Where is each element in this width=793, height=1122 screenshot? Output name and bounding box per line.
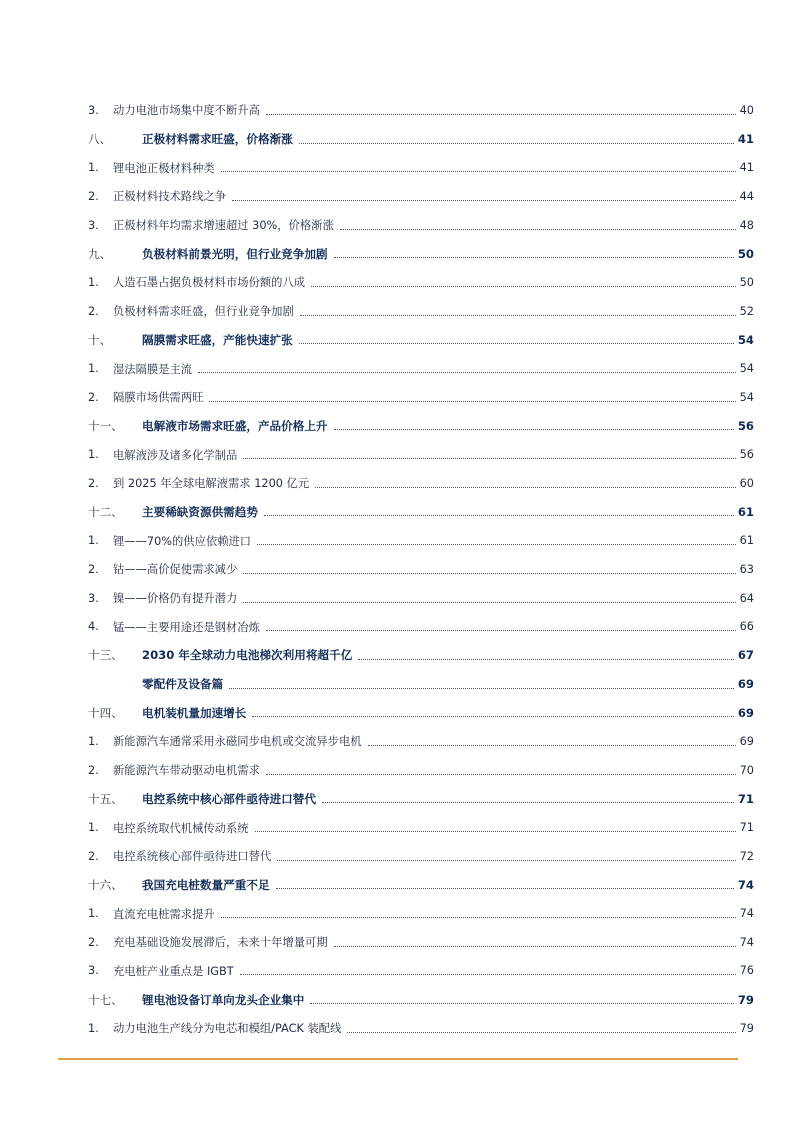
toc-subsection-entry[interactable] [88,928,754,957]
toc-dot-leader [310,1003,734,1004]
toc-entry-number: 1. [88,907,99,921]
toc-dot-leader [221,917,736,918]
toc-entry-number: 九、 [88,246,112,261]
toc-entry-title: 镍——价格仍有提升潜力 [113,592,238,606]
toc-section-entry[interactable] [88,326,754,355]
toc-section-entry[interactable] [88,641,754,670]
toc-entry-number: 2. [88,390,99,404]
toc-entry-number: 1. [88,821,99,835]
toc-entry-number: 1. [88,275,99,289]
toc-dot-leader [266,774,736,775]
toc-page-number: 69 [737,677,754,692]
toc-page-number: 50 [737,246,754,261]
toc-subsection-entry[interactable] [88,297,754,326]
toc-page-number: 76 [739,964,754,978]
toc-entry-number: 十二、 [88,504,123,519]
toc-dot-leader [322,802,734,803]
toc-entry-title: 新能源汽车带动驱动电机需求 [113,764,260,778]
toc-dot-leader [299,343,734,344]
toc-dot-leader [209,401,735,402]
toc-section-entry[interactable] [88,985,754,1014]
toc-dot-leader [334,257,734,258]
toc-entry-title: 隔膜市场供需两旺 [113,391,204,405]
toc-entry-title: 电控系统取代机械传动系统 [113,821,249,835]
toc-subsection-entry[interactable] [88,1014,754,1043]
toc-entry-title: 电解液市场需求旺盛，产品价格上升 [142,418,328,433]
toc-subsection-entry[interactable] [88,268,754,297]
toc-dot-leader [264,515,734,516]
toc-entry-title: 电机装机量加速增长 [142,705,247,720]
toc-dot-leader [255,831,736,832]
toc-entry-title: 负极材料需求旺盛，但行业竞争加剧 [113,305,294,319]
toc-page-number: 71 [739,821,754,835]
toc-page-number: 44 [739,189,754,203]
toc-entry-number: 十三、 [88,648,123,663]
toc-subsection-entry[interactable] [88,899,754,928]
toc-entry-title: 钴——高价促使需求减少 [113,563,238,577]
toc-section-entry[interactable] [88,871,754,900]
toc-page-number: 74 [737,877,754,892]
toc-entry-title: 充电基础设施发展滞后，未来十年增量可期 [113,936,328,950]
toc-entry-title: 正极材料技术路线之争 [113,190,226,204]
toc-entry-title: 电控系统核心部件亟待进口替代 [113,850,272,864]
toc-dot-leader [243,573,735,574]
toc-subsection-entry[interactable] [88,555,754,584]
toc-entry-title: 锂电池设备订单向龙头企业集中 [142,992,305,1007]
toc-dot-leader [299,143,734,144]
toc-page-number: 40 [739,103,754,117]
toc-entry-title: 2030 年全球动力电池梯次利用将超千亿 [142,648,353,663]
toc-section-entry[interactable] [88,239,754,268]
toc-entry-title: 电控系统中核心部件亟待进口替代 [142,791,316,806]
toc-page-number: 41 [737,132,754,147]
toc-page-number: 70 [739,763,754,777]
toc-section-entry[interactable] [88,412,754,441]
toc-page-number: 54 [739,362,754,376]
toc-dot-leader [198,372,736,373]
toc-page-number: 56 [739,448,754,462]
toc-entry-title: 直流充电桩需求提升 [113,907,215,921]
toc-page-number: 74 [739,935,754,949]
toc-entry-number: 2. [88,562,99,576]
toc-entry-number: 2. [88,304,99,318]
toc-dot-leader [243,602,735,603]
toc-dot-leader [232,200,736,201]
toc-page-number: 67 [737,648,754,663]
toc-entry-title: 动力电池市场集中度不断升高 [113,104,260,118]
toc-subsection-entry[interactable] [88,612,754,641]
toc-dot-leader [340,229,736,230]
toc-entry-title: 锰——主要用途还是钢材冶炼 [113,620,260,634]
toc-subsection-entry[interactable] [88,211,754,240]
toc-dot-leader [334,429,734,430]
toc-entry-number: 1. [88,448,99,462]
toc-page-number: 54 [737,332,754,347]
toc-entry-title: 锂——70%的供应依赖进口 [113,534,252,548]
toc-dot-leader [243,458,735,459]
toc-page-number: 66 [739,620,754,634]
toc-entry-title: 充电桩产业重点是 IGBT [113,964,234,978]
toc-entry-number: 2. [88,189,99,203]
toc-section-entry[interactable] [88,785,754,814]
toc-dot-leader [347,1032,735,1033]
toc-dot-leader [300,315,736,316]
toc-dot-leader [334,946,736,947]
toc-dot-leader [266,630,736,631]
toc-dot-leader [368,745,736,746]
toc-entry-title: 正极材料年均需求增速超过 30%，价格渐涨 [113,219,334,233]
toc-entry-number: 2. [88,849,99,863]
toc-entry-number: 3. [88,964,99,978]
toc-entry-number: 十一、 [88,418,123,433]
toc-dot-leader [240,974,736,975]
toc-entry-number: 1. [88,1021,99,1035]
toc-section-entry[interactable] [88,670,754,699]
toc-page-number: 56 [737,418,754,433]
toc-dot-leader [315,487,735,488]
toc-page-number: 41 [739,161,754,175]
toc-dot-leader [257,544,736,545]
toc-entry-number: 八、 [88,132,112,147]
toc-entry-title: 电解液涉及诸多化学制品 [113,448,238,462]
toc-subsection-entry[interactable] [88,526,754,555]
toc-entry-title: 隔膜需求旺盛，产能快速扩张 [142,332,293,347]
toc-entry-number: 十六、 [88,877,123,892]
toc-page-number: 60 [739,476,754,490]
toc-entry-title: 锂电池正极材料种类 [113,161,215,175]
toc-subsection-entry[interactable] [88,440,754,469]
toc-entry-title: 正极材料需求旺盛，价格渐涨 [142,132,293,147]
toc-entry-number: 3. [88,218,99,232]
toc-page-number: 74 [739,907,754,921]
toc-entry-title: 零配件及设备篇 [142,677,224,692]
toc-entry-title: 湿法隔膜是主流 [113,362,193,376]
toc-entry-number: 1. [88,734,99,748]
toc-section-entry[interactable] [88,498,754,527]
toc-page-number: 52 [739,304,754,318]
toc-entry-number: 1. [88,534,99,548]
toc-page-number: 63 [739,562,754,576]
toc-subsection-entry[interactable] [88,584,754,613]
toc-subsection-entry[interactable] [88,727,754,756]
toc-subsection-entry[interactable] [88,153,754,182]
toc-entry-number: 2. [88,476,99,490]
toc-subsection-entry[interactable] [88,96,754,125]
toc-page-number: 48 [739,218,754,232]
toc-entry-number: 1. [88,161,99,175]
toc-page-number: 61 [739,534,754,548]
toc-page-number: 79 [737,992,754,1007]
toc-page-number: 69 [737,705,754,720]
toc-page-number: 61 [737,504,754,519]
toc-page-number: 79 [739,1021,754,1035]
toc-entry-title: 动力电池生产线分为电芯和模组/PACK 装配线 [113,1022,342,1036]
toc-dot-leader [252,716,734,717]
toc-subsection-entry[interactable] [88,756,754,785]
toc-page-number: 71 [737,791,754,806]
toc-entry-title: 人造石墨占据负极材料市场份额的八成 [113,276,306,290]
toc-subsection-entry[interactable] [88,354,754,383]
toc-entry-number: 十五、 [88,791,123,806]
toc-subsection-entry[interactable] [88,813,754,842]
toc-entry-title: 负极材料前景光明，但行业竞争加剧 [142,246,328,261]
toc-dot-leader [266,114,736,115]
toc-entry-number: 2. [88,935,99,949]
toc-dot-leader [221,171,736,172]
toc-dot-leader [277,860,735,861]
toc-entry-number: 3. [88,103,99,117]
toc-entry-title: 新能源汽车通常采用永磁同步电机或交流异步电机 [113,735,362,749]
toc-entry-title: 主要稀缺资源供需趋势 [142,504,258,519]
toc-section-entry[interactable] [88,698,754,727]
toc-entry-title: 到 2025 年全球电解液需求 1200 亿元 [113,477,310,491]
toc-dot-leader [229,688,734,689]
footer-divider [58,1058,738,1060]
toc-entry-title: 我国充电桩数量严重不足 [142,877,270,892]
toc-subsection-entry[interactable] [88,469,754,498]
toc-page-number: 54 [739,390,754,404]
toc-entry-number: 2. [88,763,99,777]
toc-entry-number: 十四、 [88,705,123,720]
toc-section-entry[interactable] [88,125,754,154]
toc-subsection-entry[interactable] [88,957,754,986]
toc-entry-number: 1. [88,362,99,376]
toc-page-number: 69 [739,734,754,748]
toc-entry-number: 3. [88,591,99,605]
toc-entry-number: 十七、 [88,992,123,1007]
toc-page-number: 72 [739,849,754,863]
toc-subsection-entry[interactable] [88,182,754,211]
table-of-contents [88,96,754,1043]
toc-dot-leader [358,659,734,660]
toc-page-number: 50 [739,275,754,289]
toc-page-number: 64 [739,591,754,605]
toc-dot-leader [311,286,736,287]
toc-subsection-entry[interactable] [88,383,754,412]
toc-entry-number: 十、 [88,332,112,347]
toc-subsection-entry[interactable] [88,842,754,871]
toc-dot-leader [276,888,734,889]
toc-entry-number: 4. [88,620,99,634]
